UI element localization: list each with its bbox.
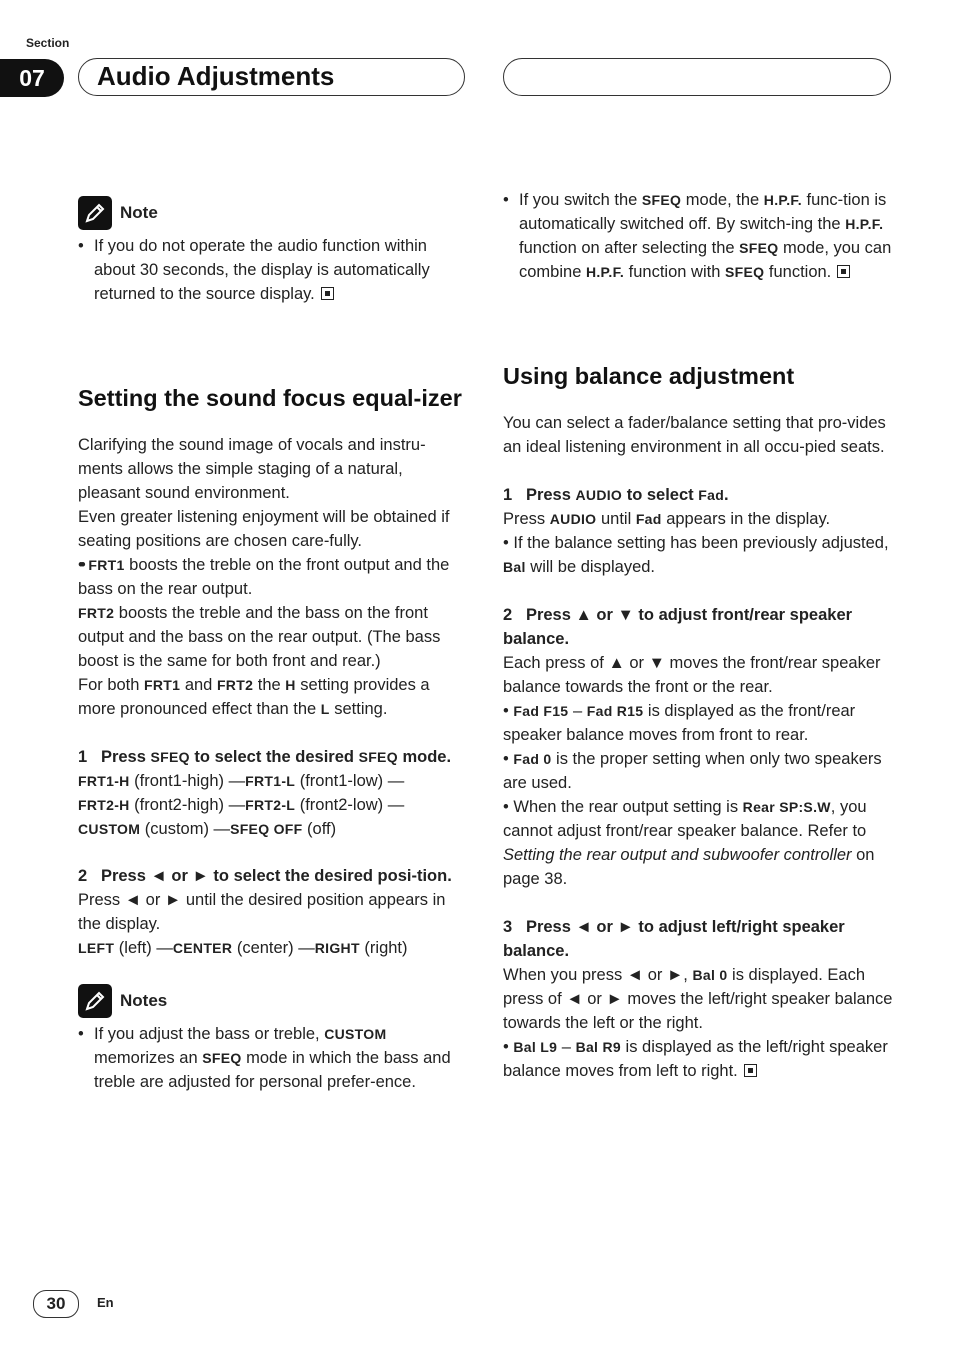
end-mark-icon xyxy=(321,287,334,300)
pencil-note-icon xyxy=(78,196,112,230)
notes-heading: Notes xyxy=(78,984,468,1018)
bal-step2-heading: 2 Press ▲ or ▼ to adjust front/rear speaker balance. xyxy=(503,606,853,648)
step2-body: Press ◄ or ► until the desired position appears in the display. xyxy=(78,891,446,933)
section-number: 07 xyxy=(0,59,64,97)
note-heading: Note xyxy=(78,196,468,230)
bal-step2-bullet1: • Fad F15 – Fad R15 is displayed as the front/rear speaker balance moves from front to rear. xyxy=(503,702,856,744)
bal-step1-heading: 1 Press AUDIO to select Fad. xyxy=(503,486,729,504)
bal-step1-body: Press AUDIO until Fad appears in the display. xyxy=(503,510,831,528)
step2-heading: 2 Press ◄ or ► to select the desired posi-tion. xyxy=(78,867,452,885)
frt2-desc: FRT2 boosts the treble and the bass on the front output and the bass on the rear output. (The bass boost is the same for both front and rear.) xyxy=(78,604,441,670)
section-label: Section xyxy=(26,36,70,50)
bal-step3-bullet: • Bal L9 – Bal R9 is displayed as the left/right speaker balance moves from left to right. xyxy=(503,1038,888,1080)
end-mark-icon xyxy=(744,1064,757,1077)
step1-heading: 1 Press SFEQ to select the desired SFEQ mode. xyxy=(78,748,452,766)
frt1-desc: • • FRT1 boosts the treble on the front output and the bass on the rear output. xyxy=(78,553,468,601)
step2-positions: LEFT (left) —CENTER (center) —RIGHT (right) xyxy=(78,939,408,957)
bal-step3-body: When you press ◄ or ►, Bal 0 is displayed. Each press of ◄ or ► moves the left/right speaker balance towards the left or the right. xyxy=(503,966,893,1032)
note-text: • If you do not operate the audio function within about 30 seconds, the display is automatically returned to the source display. xyxy=(78,234,468,306)
step1-options: FRT1-H (front1-high) —FRT1-L (front1-low) — FRT2-H (front2-high) —FRT2-L (front2-low) — CUSTOM (custom) —SFEQ OFF (off) xyxy=(78,772,405,838)
notes-text: • If you adjust the bass or treble, CUSTOM memorizes an SFEQ mode in which the bass and treble are adjusted for personal prefer-ence. xyxy=(78,1022,468,1094)
section-title: Audio Adjustments xyxy=(97,61,335,91)
both-desc: For both FRT1 and FRT2 the H setting provides a more pronounced effect than the L setting. xyxy=(78,676,430,718)
bal-step2-bullet3: • When the rear output setting is Rear SP:S.W, you cannot adjust front/rear speaker balance. Refer to Setting the rear output and subwoofer controller on page 38. xyxy=(503,798,875,888)
intro-paragraph: Clarifying the sound image of vocals and instru-ments allows the simple staging of a natural, pleasant sound environment. xyxy=(78,436,426,502)
language-label: En xyxy=(97,1295,114,1310)
bal-step2-bullet2: • Fad 0 is the proper setting when only two speakers are used. xyxy=(503,750,882,792)
bal-step2-body: Each press of ▲ or ▼ moves the front/rear speaker balance towards the front or the rear. xyxy=(503,654,881,696)
heading-balance: Using balance adjustment xyxy=(503,363,795,389)
heading-sound-focus: Setting the sound focus equal-izer xyxy=(78,385,462,411)
balance-intro: You can select a fader/balance setting that pro-vides an ideal listening environment in all occu-pied seats. xyxy=(503,414,886,456)
bal-step1-bullet: • If the balance setting has been previously adjusted, Bal will be displayed. xyxy=(503,534,889,576)
page-number: 30 xyxy=(33,1290,79,1318)
title-frame-right xyxy=(503,58,891,96)
left-column xyxy=(78,196,468,1094)
end-mark-icon xyxy=(837,265,850,278)
hpf-note: • If you switch the SFEQ mode, the H.P.F. func-tion is automatically switched off. By switch-ing the H.P.F. function on after selecting the SFEQ mode, you can combine H.P.F. function with SFEQ function. xyxy=(503,188,893,284)
intro-paragraph-2: Even greater listening enjoyment will be obtained if seating positions are chosen care-fully. xyxy=(78,508,450,550)
pencil-note-icon xyxy=(78,984,112,1018)
right-column xyxy=(503,188,893,1083)
bal-step3-heading: 3 Press ◄ or ► to adjust left/right speaker balance. xyxy=(503,918,845,960)
